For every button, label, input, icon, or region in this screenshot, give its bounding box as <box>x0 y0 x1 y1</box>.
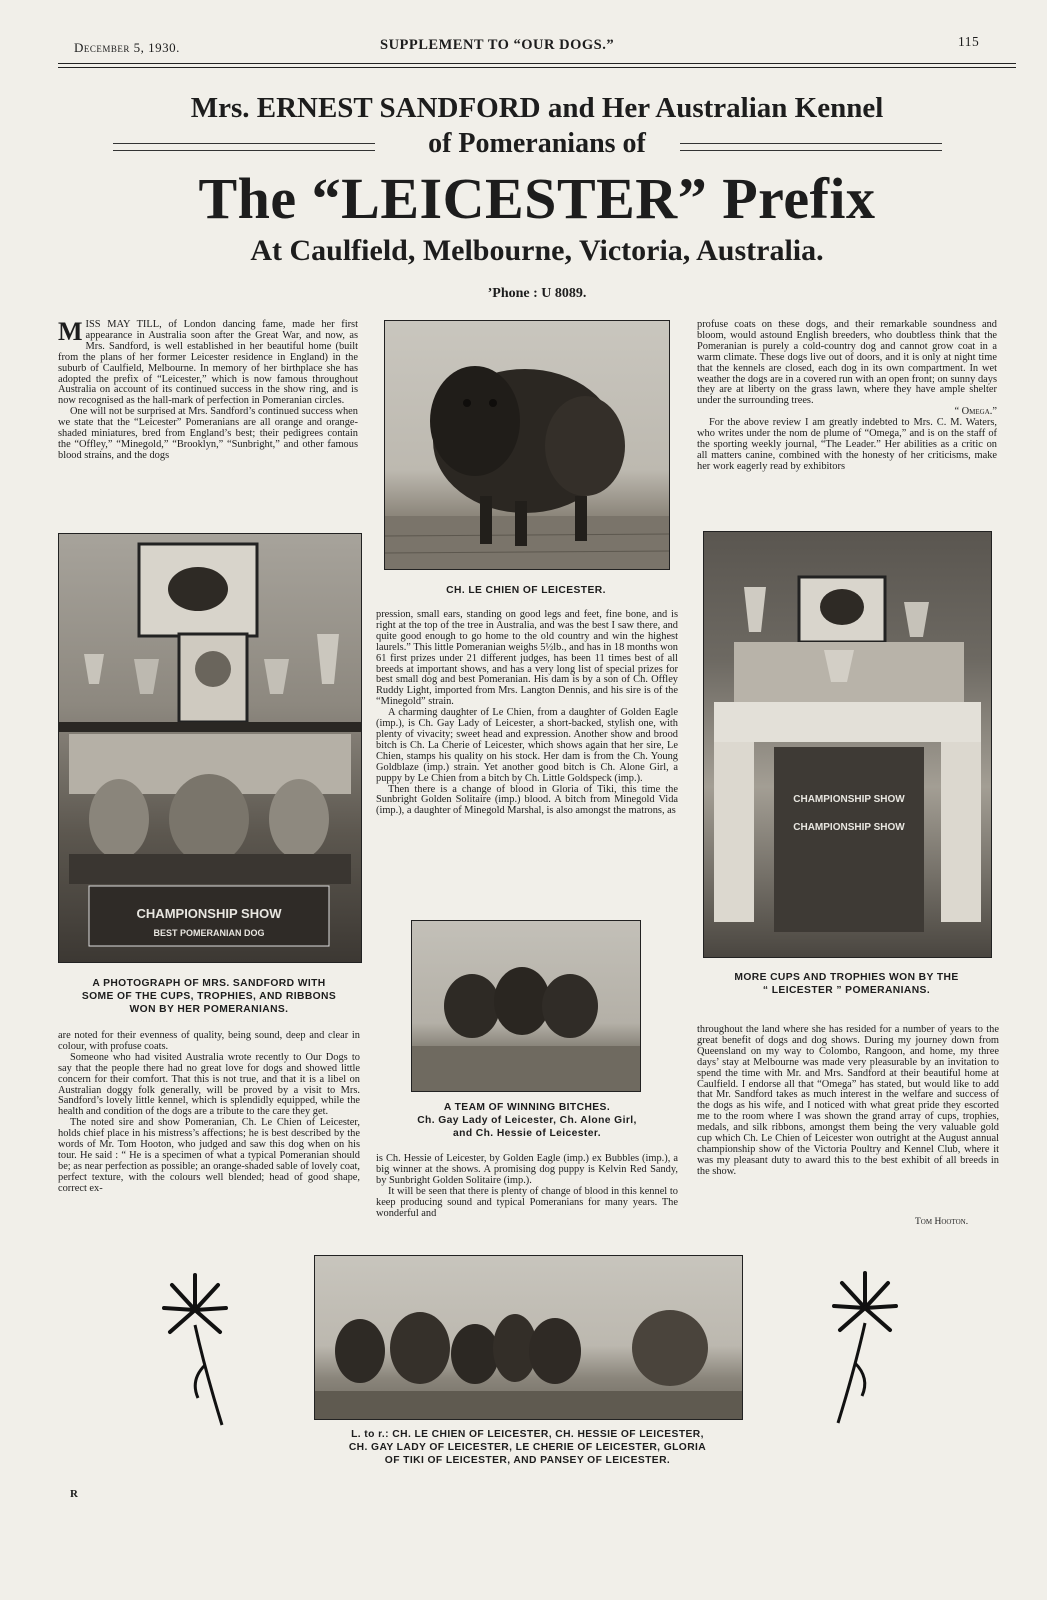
flower-ornament-right-icon <box>830 1268 900 1428</box>
headline-phone: ’Phone : U 8089. <box>487 286 587 301</box>
article-col2-bottom: is Ch. Hessie of Leicester, by Golden Eagle (imp.) ex Bubbles (imp.), a big winner at the shows. A promising dog puppy is Kelvin Red Sandy, by Sunbright Golden Solitaire (imp.). It will be seen that there is plenty of change of blood in this kennel to keep producing sound and typical Pomeranians for many years. The wonderful and <box>376 1153 678 1219</box>
drop-cap: M <box>58 317 83 346</box>
photo-le-chien <box>384 320 670 570</box>
signature-omega: “ Omega.” <box>954 406 997 418</box>
headline-prefix-title: The “LEICESTER” Prefix <box>198 166 876 231</box>
header-rule-bottom <box>58 67 1016 68</box>
banner-championship-show-2: CHAMPIONSHIP SHOW <box>793 794 905 805</box>
banner-championship-show-3: CHAMPIONSHIP SHOW <box>793 822 905 833</box>
article-col1-top: MISS MAY TILL, of London dancing fame, made her first appearance in Australia soon after the Great War, and now, as Mrs. Sandford, is well established in her beautiful home (built from the plans of her former Leicester residence in England) in the suburb of Caulfield, Melbourne. In memory of her birthplace she has adopted the prefix of “Leicester,” which is now famous throughout Australia on account of its continued success in the show ring, and is now recognised as the hall-mark of perfection in Pomeranian circles. One will not be surprised at Mrs. Sandford’s continued success when we state that the “Leicester” Pomeranians are all orange and orange-shaded miniatures, bred from England’s best; their pedigrees contain the “Offley,” “Minegold,” “Brooklyn,” “Sunbright,” and other famous blood strains, and the dogs <box>58 317 358 461</box>
banner-best-pomeranian: BEST POMERANIAN DOG <box>153 928 265 938</box>
article-col3-top: profuse coats on these dogs, and their remarkable soundness and bloom, would astound English breeders, who doubtless think that the Pomeranian is purely a cold-country dog and cannot grow coat in a warm climate. These dogs live out of doors, and it is only at night time that the kennels are closed, each dog in its own compartment. In wet weather the dogs are in a covered run with an open front; on sunny days they are at liberty on the grass lawn, where they have ample shelter under the surrounding trees. “ Omega.” For the above review I am greatly indebted to Mrs. C. M. Waters, who writes under the nom de plume of “Omega,” and is on the staff of the sporting weekly journal, “The Leader.” Her abilities as a critic on all matters canine, combined with the honesty of her criticisms, make her work eagerly read by exhibitors <box>697 319 997 472</box>
caption-group: L. to r.: CH. LE CHIEN OF LEICESTER, CH. HESSIE OF LEICESTER, CH. GAY LADY OF LEICESTER, LE CHERIE OF LEICESTER, GLORIA OF TIKI OF LEICESTER, AND PANSEY OF LEICESTER. <box>348 1429 707 1466</box>
flower-ornament-left-icon <box>160 1270 230 1430</box>
caption-le-chien: CH. LE CHIEN OF LEICESTER. <box>446 585 606 596</box>
page-number: 115 <box>958 34 980 49</box>
photo-group-of-six <box>314 1255 743 1420</box>
trophies-illustration <box>59 534 361 962</box>
article-col3-bottom: throughout the land where she has resided for a number of years to the great benefit of dogs and dog shows. During my journey down from Queensland on my way to Colombo, Rangoon, and home, my three days’ stay at Melbourne was made very pleasurable by an invitation to spend the time with Mr. and Mrs. Sandford at their beautiful home at Caulfield. I endorse all that “Omega” has stated, but would like to add that Mr. Sandford takes as much interest in the welfare and success of the dogs as his wife, and I noticed with what great pride they escorted me to the room where I was shown the grand array of cups, trophies, medals, and silk ribbons, amongst them being the very valuable gold cup which Ch. Le Chien of Leicester won outright at the August annual championship show of the Victoria Poultry and Kennel Club, where it was my pleasant duty to award this to the best exhibit of all breeds in the show. <box>697 1024 999 1177</box>
headline-line2: of Pomeranians of <box>428 128 646 159</box>
caption-mrs-sandford: A PHOTOGRAPH OF MRS. SANDFORD WITH SOME OF THE CUPS, TROPHIES, AND RIBBONS WON BY HER POMERANIANS. <box>81 978 337 1015</box>
six-pomeranians-illustration <box>315 1256 742 1419</box>
footer-signature-mark: R <box>70 1488 78 1500</box>
banner-championship-show: CHAMPIONSHIP SHOW <box>136 906 282 921</box>
photo-mrs-sandford-trophies <box>58 533 362 963</box>
headline-location: At Caulfield, Melbourne, Victoria, Australia. <box>250 234 824 267</box>
photo-team-of-bitches <box>411 920 641 1092</box>
photo-more-cups <box>703 531 992 958</box>
caption-more-cups: MORE CUPS AND TROPHIES WON BY THE “ LEICESTER ” POMERANIANS. <box>734 972 959 996</box>
article-col2-middle: pression, small ears, standing on good legs and feet, fine bone, and is right at the top of the tree in Australia, and was the best I saw there, and quite good enough to go home to the old country and win the highest laurels.” This little Pomeranian weighs 5½lb., and has in 18 months won 61 first prizes under 21 different judges, has been 11 times best of all breeds at important shows, and has a very long list of special prizes for best small dog and best Pomeranian. His dam is by a son of Ch. Offley Ruddy Light, imported from Mrs. Langton Dennis, and his sire is of the “Minegold” strain. A charming daughter of Le Chien, from a daughter of Golden Eagle (imp.), is Ch. Gay Lady of Leicester, a short-backed, stylish one, with plenty of vivacity; sweet head and expression. Another show and brood bitch is Ch. La Cherie of Leicester, which shows again that her sire, Le Chien, stamps his quality on his stock. Her dam is from the Ch. Young Goldblaze (imp.) strain. Yet another good bitch is Ch. Alone Girl, a puppy by Le Chien from a bitch by Ch. Little Goldspeck (imp.). Then there is a change of blood in Gloria of Tiki, this time the Sunbright Golden Solitaire (imp.) blood. A bitch from Minegold Vida (imp.), a daughter of Minegold Marshal, is also amongst the matrons, as <box>376 609 678 817</box>
headline-line1: Mrs. ERNEST SANDFORD and Her Australian Kennel <box>190 92 884 124</box>
header-title: SUPPLEMENT TO “OUR DOGS.” <box>380 37 615 53</box>
pomeranian-dog-illustration <box>385 321 669 569</box>
caption-team-of-bitches: A TEAM OF WINNING BITCHES. Ch. Gay Lady of Leicester, Ch. Alone Girl, and Ch. Hessie of Leicester. <box>417 1102 637 1139</box>
header-date: December 5, 1930. <box>74 40 180 55</box>
decorative-rule-right <box>680 143 942 151</box>
signature-tom-hooton: Tom Hooton. <box>915 1217 969 1227</box>
three-pomeranians-illustration <box>412 921 640 1091</box>
more-trophies-illustration <box>704 532 991 957</box>
header-rule-top <box>58 63 1016 64</box>
article-col1-bottom: are noted for their evenness of quality, being sound, deep and clear in colour, with profuse coats. Someone who had visited Australia wrote recently to Our Dogs to say that the people there had no great love for dogs and showed little concern for their comfort. That this is not true, and that it is a libel on Australian doggy folk generally, will be proved by a visit to Mrs. Sandford’s lovely little kennel, which is splendidly equipped, while the health and condition of the dogs are a tribute to the care they get. The noted sire and show Pomeranian, Ch. Le Chien of Leicester, holds chief place in his mistress’s affections; he is best described by the words of Mr. Tom Hooton, who judged and saw this dog when on his tour. He said : “ He is a specimen of what a typical Pomeranian should be; as near perfection as possible; an orange-shaded sable of lovely coat, perfect texture, with the colours well blended; head of good shape, correct ex- <box>58 1030 360 1194</box>
